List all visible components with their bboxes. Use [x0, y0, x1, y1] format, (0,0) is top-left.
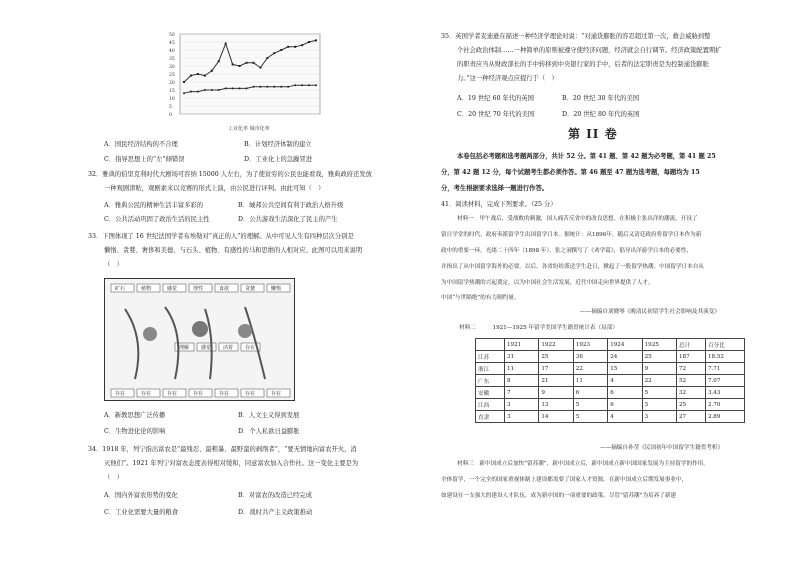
- city-point: [190, 75, 192, 77]
- city-point: [252, 62, 254, 64]
- table-cell: 25: [642, 351, 676, 363]
- table-cell: 直隶: [476, 411, 505, 423]
- table-cell: 6: [573, 387, 607, 399]
- table-cell: 1922: [539, 339, 573, 351]
- city-point: [218, 60, 220, 62]
- table-cell: 14: [539, 411, 573, 423]
- table-cell: 浙江: [476, 363, 505, 375]
- table-cell: 3: [504, 411, 538, 423]
- table-row: [476, 363, 745, 375]
- option-d: D．工业化上的急躁冒进: [244, 156, 313, 163]
- table-row: [476, 351, 745, 363]
- figure-bottom-label: 存在: [193, 391, 204, 397]
- city-point: [301, 44, 303, 46]
- industry-point: [308, 84, 310, 86]
- industry-point: [266, 86, 268, 88]
- figure-top-label: 懒惰: [271, 286, 282, 292]
- city-point: [280, 49, 282, 51]
- figure-mid-label: 感觉: [201, 345, 212, 351]
- industry-point: [252, 86, 254, 88]
- figure-bottom-label: 存在: [167, 391, 178, 397]
- table-cell: 27: [677, 411, 706, 423]
- table-cell: 1925: [642, 339, 676, 351]
- industry-point: [294, 84, 296, 86]
- table-cell: 18.52: [705, 351, 744, 363]
- city-point: [232, 63, 234, 65]
- table-cell: 3: [504, 399, 538, 411]
- city-point: [266, 57, 268, 59]
- table-cell: 1924: [608, 339, 642, 351]
- material1-line5: 为中国留学热潮的兴起奠定，以为中国社会生活发展，近代中国走向世界提供了人才。: [441, 280, 654, 286]
- table-cell: 52: [677, 375, 706, 387]
- material1-line3: 政中的重要一环。光绪二十四年（1898 年），张之洞撰写了《劝学篇》，倡导出洋游学日本的必要性，: [441, 248, 692, 254]
- table-cell: 31: [504, 351, 538, 363]
- table-cell: 3.43: [705, 387, 744, 399]
- q34-line3: （ ）: [104, 474, 123, 481]
- figure-mid-label: 存在: [245, 345, 256, 351]
- table-row: [476, 387, 745, 399]
- students-table: [475, 338, 745, 423]
- table-cell: 11: [504, 363, 538, 375]
- q34-option-b: B．对富农的改造已经完成: [238, 492, 312, 499]
- table-cell: 24: [608, 351, 642, 363]
- industry-point: [190, 91, 192, 93]
- figure-bottom-label: 存在: [219, 391, 230, 397]
- q34-option-a: A．国内外富农形势的变化: [104, 492, 178, 499]
- y-tick-label: 20: [169, 81, 175, 86]
- q34-option-d: D．战时共产主义政策推动: [238, 509, 313, 516]
- table-cell: 安徽: [476, 387, 505, 399]
- city-point: [225, 43, 227, 45]
- q34-option-c: C．工业化需要大量的粮食: [104, 509, 179, 516]
- industry-point: [211, 89, 213, 91]
- y-tick-label: 45: [169, 41, 175, 46]
- q35-line3: 的职责应当从财政部长的手中转移到中央银行家的手中，后者的法定职责是为控制通货膨胀: [457, 61, 709, 68]
- table-cell: 1923: [573, 339, 607, 351]
- material1-line2: 留日学堂的时代，政府奏派留学生出国留学日本。据统计：从1896年。随后又清廷政府将留学日本作为新: [441, 232, 702, 238]
- y-tick-label: 15: [169, 89, 175, 94]
- q34-line1: 34．1918 年，列宁指出富农是“最残忍、最粗暴、最野蛮的剥削者”，“要无情地向富农开火，消: [88, 446, 357, 453]
- option-a: A．国民经济结构的不合理: [104, 141, 178, 148]
- table-cell: 11: [573, 375, 607, 387]
- table-cell: 22: [642, 375, 676, 387]
- q35-line4: 力。”这一种经济观点应提行于（ ）: [457, 75, 558, 82]
- figure-top-label: 贪婪: [245, 286, 256, 292]
- q32-option-b: B．城邦公共空间有利于政治人格升级: [238, 202, 344, 209]
- city-point: [287, 46, 289, 48]
- material1-line6: 中国“与世隔绝”的有力制约量。: [441, 295, 520, 301]
- table-cell: 17: [539, 363, 573, 375]
- industry-point: [218, 89, 220, 91]
- table-cell: 江西: [476, 399, 505, 411]
- figure-human-levels: [104, 278, 295, 401]
- table-cell: 72: [677, 363, 706, 375]
- table-cell: 13: [539, 399, 573, 411]
- table-cell: 5: [573, 399, 607, 411]
- q35-option-d: D．20 世纪 80 年代的英国: [562, 111, 640, 118]
- table-cell: 总计: [677, 339, 706, 351]
- table-cell: 7: [504, 387, 538, 399]
- q32-option-c: C．公共活动巩固了政治生活的民主性: [104, 216, 210, 223]
- table-cell: 6: [608, 387, 642, 399]
- table-cell: 江苏: [476, 351, 505, 363]
- option-c: C．指导思想上的“左”倾错误: [104, 156, 185, 163]
- y-tick-label: 40: [169, 49, 175, 54]
- chart-legend: 工业化率 城市化率: [228, 126, 270, 132]
- figure-mid-label: 活着: [223, 345, 234, 351]
- y-tick-label: 10: [169, 97, 175, 102]
- table-cell: 7.07: [705, 375, 744, 387]
- section-title: 第 II 卷: [568, 127, 618, 141]
- intro-line2: 分，第 42 题 12 分，每个试题考生都必须作答。第 46 题至 47 题为选考题，每题均为 15: [441, 169, 700, 176]
- q32-line2: 一种观剧津贴，观剧素来以竞赛的形式上演，由公民进行评判。由此可知（ ）: [104, 185, 325, 192]
- figure-bottom-label: 存在: [141, 391, 152, 397]
- city-point: [239, 65, 241, 67]
- table-cell: 2.89: [705, 411, 744, 423]
- city-point: [211, 70, 213, 72]
- y-tick-label: 35: [169, 57, 175, 62]
- industry-point: [259, 86, 261, 88]
- figure-mid-label: 理解: [179, 345, 190, 351]
- table-cell: 5: [642, 399, 676, 411]
- figure-bottom-label: 存在: [271, 391, 282, 397]
- table-cell: 6: [608, 399, 642, 411]
- industry-point: [204, 89, 206, 91]
- figure-top-label: 理性: [193, 286, 204, 292]
- industry-point: [225, 87, 227, 89]
- industry-point: [232, 87, 234, 89]
- industry-point: [273, 86, 275, 88]
- industry-point: [246, 87, 248, 89]
- q33-option-d: D．个人私欲日益膨胀: [238, 428, 300, 435]
- table-cell: 32: [677, 387, 706, 399]
- material2-title: 材料二 1921—1925 年留学美国学生籍贯统计表（局部）: [459, 325, 618, 331]
- table-row: [476, 375, 745, 387]
- trend-chart: [168, 30, 323, 133]
- figure-top-label: 感觉: [167, 286, 178, 292]
- industry-point: [183, 92, 185, 94]
- q32-option-a: A．雅典公民的精神生活丰富多彩的: [104, 202, 204, 209]
- table-cell: 36: [573, 351, 607, 363]
- table-cell: 3: [642, 411, 676, 423]
- q32-option-d: D．公共游戏生活深化了民主的产生: [238, 216, 338, 223]
- q35-line2: 个社会政治体制……一种简单的原则被遵守使经济问题，经济就会自行调节。经济政策配置期扩: [457, 47, 722, 54]
- material3-line2: 全体留学，一个完全的国家重视体制上建设都需要了国家人才资源。在新中国成立后期发展事业中，: [441, 477, 688, 483]
- q41-title: 41．阅读材料，完成下列要求。（25 分）: [441, 201, 557, 208]
- y-tick-label: 0: [169, 113, 172, 118]
- city-point: [197, 73, 199, 75]
- y-tick-label: 5: [169, 105, 172, 110]
- table-row: [476, 399, 745, 411]
- industry-point: [280, 86, 282, 88]
- q33-line2: 懒惰、贪婪、奢侈和美德，与石头、植物、有感性的马和思维的人相对应。此图可以用来说明: [104, 247, 363, 254]
- industry-point: [197, 91, 199, 93]
- intro-line3: 分，考生根据要求选择一题进行作答。: [441, 185, 549, 192]
- table-cell: 187: [677, 351, 706, 363]
- figure-top-label: 植物: [141, 286, 152, 292]
- city-point: [204, 75, 206, 77]
- q33-option-a: A．新教思想广泛传播: [104, 412, 166, 419]
- figure-bottom-label: 存在: [115, 391, 126, 397]
- figure-top-label: 食欲: [219, 286, 230, 292]
- city-point: [246, 62, 248, 64]
- option-b: B．计划经济体制的建立: [244, 141, 312, 148]
- figure-top-label: 矿石: [115, 286, 126, 292]
- table-cell: 9: [642, 363, 676, 375]
- q34-line2: 灭他们”。1921 年列宁对富农态度表得相对缓和，同意富农加入合作社。这一变化主要是为: [104, 460, 359, 467]
- city-point: [183, 81, 185, 83]
- table-cell: 4: [608, 375, 642, 387]
- q33-line3: （ ）: [104, 261, 123, 268]
- q35-option-b: B．20 世纪 30 年代的美国: [562, 95, 640, 102]
- q33-option-b: B．人文主义得到发展: [238, 412, 300, 419]
- industry-point: [287, 86, 289, 88]
- q35-option-a: A．19 世纪 60 年代的英国: [457, 95, 534, 102]
- chart-svg: [168, 30, 323, 133]
- table-row: [476, 411, 745, 423]
- industry-point: [239, 87, 241, 89]
- table-header-row: [476, 339, 745, 351]
- material3-line3: 如建设在一支强大的建设人才队伍，成为新中国的一项重要的政策。尽管“留苏潮”为培养了新建: [441, 493, 677, 499]
- city-point: [273, 52, 275, 54]
- q33-option-c: C．生物进化论的影响: [104, 428, 166, 435]
- intro-line1: 本卷包括必考题和选考题两部分，共计 52 分。第 41 题、第 42 题为必考题，第 41 题 25: [457, 153, 716, 160]
- material2-source: ——摘编自孙莹《民国初年中国留学生籍贯考析》: [600, 445, 724, 451]
- table-cell: 15: [608, 363, 642, 375]
- table-cell: 4: [608, 411, 642, 423]
- y-tick-label: 50: [169, 33, 175, 38]
- table-cell: 百分比: [705, 339, 744, 351]
- table-cell: 1921: [504, 339, 538, 351]
- table-cell: 7.71: [705, 363, 744, 375]
- industry-point: [315, 84, 317, 86]
- table-cell: 5: [573, 411, 607, 423]
- figure-bottom-label: 存在: [245, 391, 256, 397]
- table-cell: 9: [539, 387, 573, 399]
- table-cell: 广东: [476, 375, 505, 387]
- table-cell: 5: [642, 387, 676, 399]
- q33-line1: 33．下图体现了 16 世纪法国学者布埃勒对“真正的人”的理解。从中可见人生有四种层次分别是: [88, 233, 354, 240]
- material3-line1: 材料三 新中国成立后加快“留苏潮”，新中国成立后，新中国成立新中国国家发展为主持留学的作用。: [457, 461, 709, 467]
- city-point: [259, 67, 261, 69]
- material1-line4: 并指出了从中国留学海外的必要。以后，各省纷纷派送学生赴日，掀起了一股留学热潮。中国留学日本自从: [441, 264, 704, 270]
- city-point: [315, 39, 317, 41]
- table-cell: 25: [677, 399, 706, 411]
- city-point: [294, 46, 296, 48]
- q35-option-c: C．20 世纪 70 年代的美国: [457, 111, 535, 118]
- table-cell: 2.70: [705, 399, 744, 411]
- table-cell: 25: [539, 351, 573, 363]
- material1-source: ——摘编自刘晓琴《晚清民初留学生社会影响及其演变》: [580, 309, 720, 315]
- table-cell: 22: [573, 363, 607, 375]
- table-cell: [476, 339, 505, 351]
- city-point: [308, 41, 310, 43]
- y-tick-label: 30: [169, 65, 175, 70]
- y-tick-label: 25: [169, 73, 175, 78]
- table-cell: 8: [504, 375, 538, 387]
- q32-line1: 32．雅典的伯里克利时代大剧场可容纳 15000 人左右，为了使贫穷的公民也能看戏，雅典政府还发放: [88, 171, 372, 178]
- material1-line1: 材料一 甲午战后，受战败的刺激，国人痛苦反省中的改良思想。在积极主张出洋的潮流，开设了: [457, 216, 698, 222]
- industry-point: [301, 84, 303, 86]
- q35-line1: 35．英国学者麦迪逊在描述一种经济学理论时说：“对通货膨胀的容忍超过第一次，救会威胁到整: [441, 33, 711, 40]
- table-cell: 21: [539, 375, 573, 387]
